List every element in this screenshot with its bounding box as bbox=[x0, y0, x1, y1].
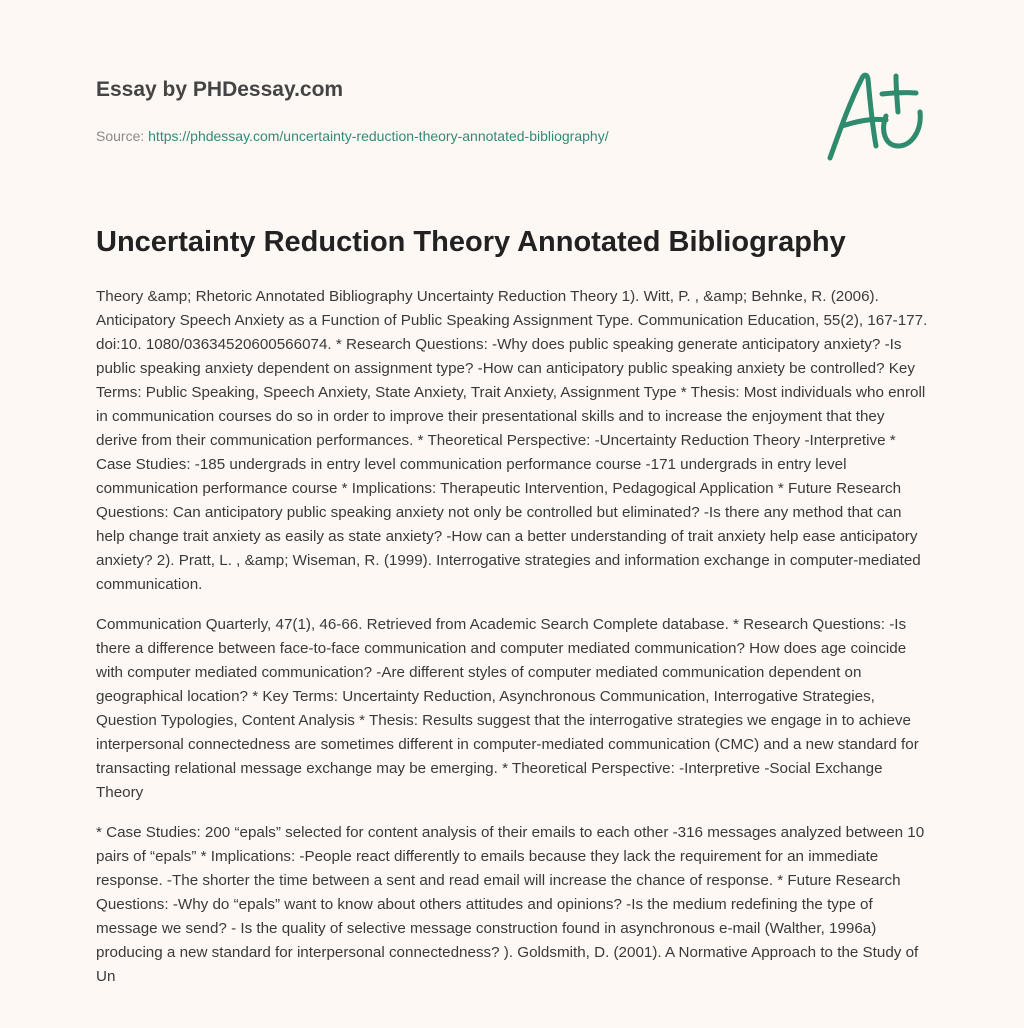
essay-header bbox=[96, 76, 736, 146]
body-paragraph: Communication Quarterly, 47(1), 46-66. Retrieved from Academic Search Complete database. * Research Questions: -Is there a difference between face-to-face communication and computer mediated communication? How does age coincide with computer mediated communication? -Are different styles of computer mediated communication dependent on geographical location? * Key Terms: Uncertainty Reduction, Asynchronous Communication, Interrogative Strategies, Question Typologies, Content Analysis * Thesis: Results suggest that the interrogative strategies we engage in to achieve interpersonal connectedness are sometimes different in computer-mediated communication (CMC) and a new standard for transacting relational message exchange may be emerging. * Theoretical Perspective: -Interpretive -Social Exchange Theory bbox=[96, 616, 919, 801]
a-plus-logo-graphic bbox=[820, 66, 930, 166]
document-body bbox=[96, 285, 928, 1005]
site-title: Essay by PHDessay.com bbox=[96, 78, 344, 101]
body-paragraph: Theory &amp; Rhetoric Annotated Bibliography Uncertainty Reduction Theory 1). Witt, P. , &amp; Behnke, R. (2006). Anticipatory Speech Anxiety as a Function of Public Speaking Assignment Type. Communication Education, 55(2), 167-177. doi:10. 1080/03634520600566074. * Research Questions: -Why does public speaking generate anticipatory anxiety? -Is public speaking anxiety dependent on assignment type? -How can anticipatory public speaking anxiety be controlled? Key Terms: Public Speaking, Speech Anxiety, State Anxiety, Trait Anxiety, Assignment Type * Thesis: Most individuals who enroll in communication courses do so in order to improve their presentational skills and to increase the enjoyment that they derive from their communication performances. * Theoretical Perspective: -Uncertainty Reduction Theory -Interpretive * Case Studies: -185 undergrads in entry level communication performance course -171 undergrads in entry level communication performance course * Implications: Therapeutic Intervention, Pedagogical Application * Future Research Questions: Can anticipatory public speaking anxiety not only be controlled but eliminated? -Is there any method that can help change trait anxiety as easily as state anxiety? -How can a better understanding of trait anxiety help ease anticipatory anxiety? 2). Pratt, L. , &amp; Wiseman, R. (1999). Interrogative strategies and information exchange in computer-mediated communication. bbox=[96, 288, 928, 593]
document-title: Uncertainty Reduction Theory Annotated Bibliography bbox=[96, 226, 846, 258]
a-plus-logo-icon bbox=[820, 66, 930, 166]
source-link[interactable]: https://phdessay.com/uncertainty-reduction-theory-annotated-bibliography/ bbox=[148, 128, 609, 144]
source-label: Source: bbox=[96, 128, 145, 144]
body-paragraph: * Case Studies: 200 “epals” selected for content analysis of their emails to each other -316 messages analyzed between 10 pairs of “epals” * Implications: -People react differently to emails because they lack the requirement for an immediate response. -The shorter the time between a sent and read email will increase the chance of response. * Future Research Questions: -Why do “epals” want to know about others attitudes and opinions? -Is the medium redefining the type of message we send? - Is the quality of selective message construction found in asynchronous e-mail (Walther, 1996a) producing a new standard for interpersonal connectedness? ). Goldsmith, D. (2001). A Normative Approach to the Study of Un bbox=[96, 824, 925, 985]
source-line bbox=[96, 126, 736, 146]
